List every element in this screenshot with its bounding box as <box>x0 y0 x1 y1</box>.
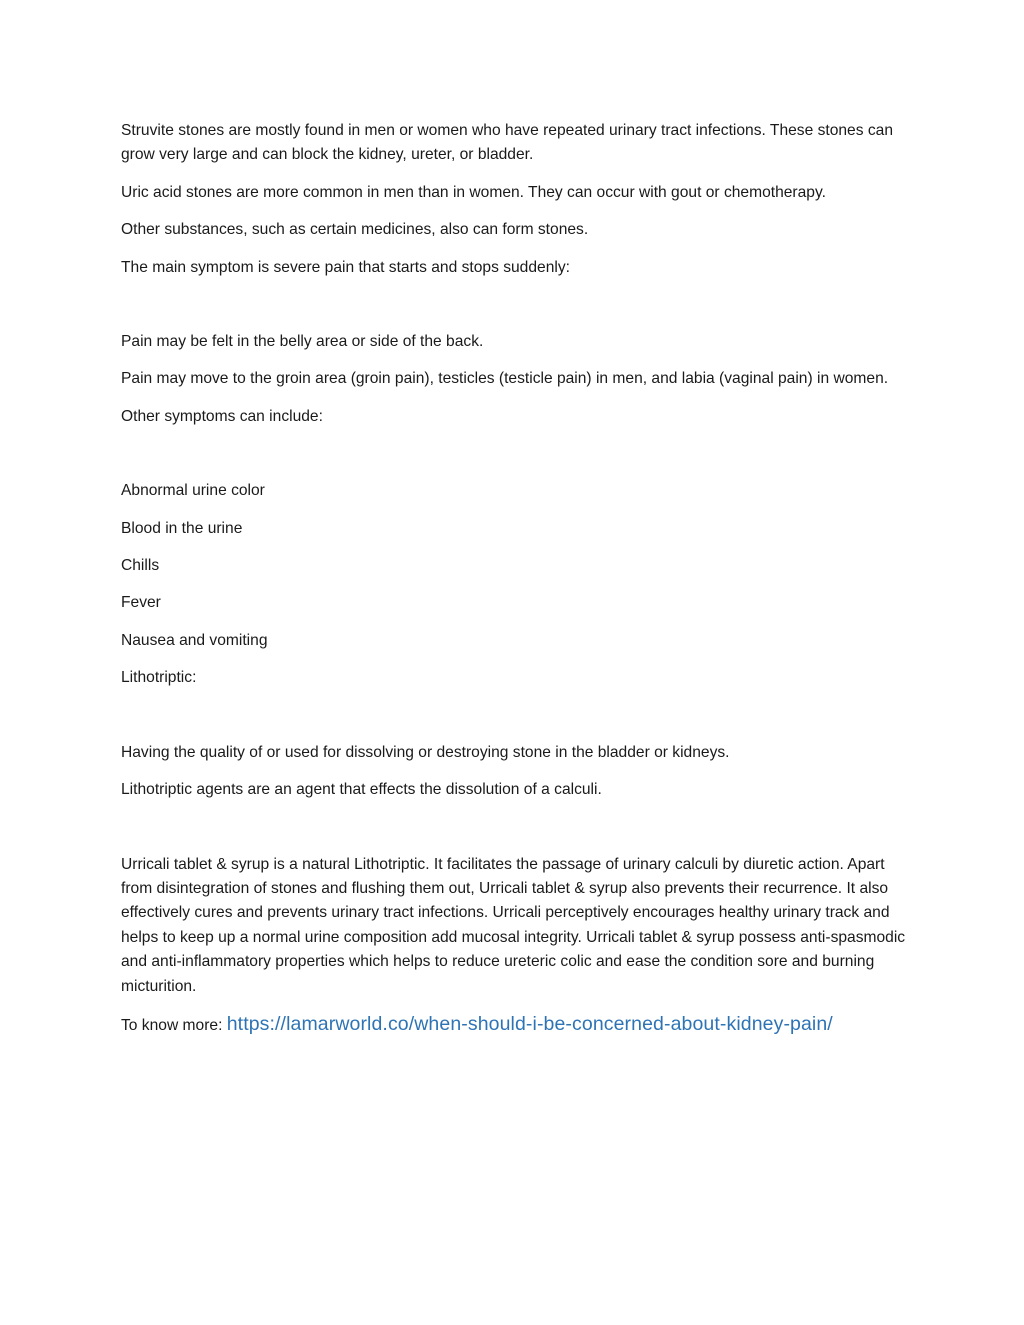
symptom-item: Blood in the urine <box>121 519 243 537</box>
symptom-item: Nausea and vomiting <box>121 631 268 649</box>
paragraph-urricali: Urricali tablet & syrup is a natural Lithotriptic. It facilitates the passage of urinary calculi by diuretic action. Apart from disintegration of stones and flushing them out, Urricali tablet & syrup also prevents their recurrence. It also effectively cures and prevents urinary tract infections. Urricali perceptively encourages healthy urinary track and helps to keep up a normal urine composition add mucosal integrity. Urricali tablet & syrup possess anti-spasmodic and anti-inflammatory properties which helps to reduce ureteric colic and ease the condition sore and burning micturition. <box>121 855 906 995</box>
know-more-line <box>121 1012 911 1038</box>
paragraph-main-symptom: The main symptom is severe pain that starts and stops suddenly: <box>121 258 570 276</box>
symptom-item: Fever <box>121 594 161 612</box>
know-more-label: To know more: <box>121 1016 227 1034</box>
symptom-item: Chills <box>121 557 160 575</box>
document-body <box>121 119 911 1051</box>
paragraph-other-substances: Other substances, such as certain medicines, also can form stones. <box>121 221 589 239</box>
heading-lithotriptic: Lithotriptic: <box>121 669 197 687</box>
paragraph-struvite-stones: Struvite stones are mostly found in men or women who have repeated urinary tract infections. These stones can grow very large and can block the kidney, ureter, or bladder. <box>121 122 894 164</box>
paragraph-pain-movement: Pain may move to the groin area (groin pain), testicles (testicle pain) in men, and labia (vaginal pain) in women. <box>121 370 889 388</box>
paragraph-uric-acid-stones: Uric acid stones are more common in men than in women. They can occur with gout or chemotherapy. <box>121 183 826 201</box>
paragraph-lithotriptic-definition: Having the quality of or used for dissolving or destroying stone in the bladder or kidneys. <box>121 743 730 761</box>
paragraph-pain-location: Pain may be felt in the belly area or side of the back. <box>121 333 484 351</box>
paragraph-other-symptoms: Other symptoms can include: <box>121 407 323 425</box>
know-more-link[interactable]: https://lamarworld.co/when-should-i-be-concerned-about-kidney-pain/ <box>226 1012 833 1035</box>
symptom-item: Abnormal urine color <box>121 482 265 500</box>
paragraph-lithotriptic-agents: Lithotriptic agents are an agent that effects the dissolution of a calculi. <box>121 781 602 799</box>
